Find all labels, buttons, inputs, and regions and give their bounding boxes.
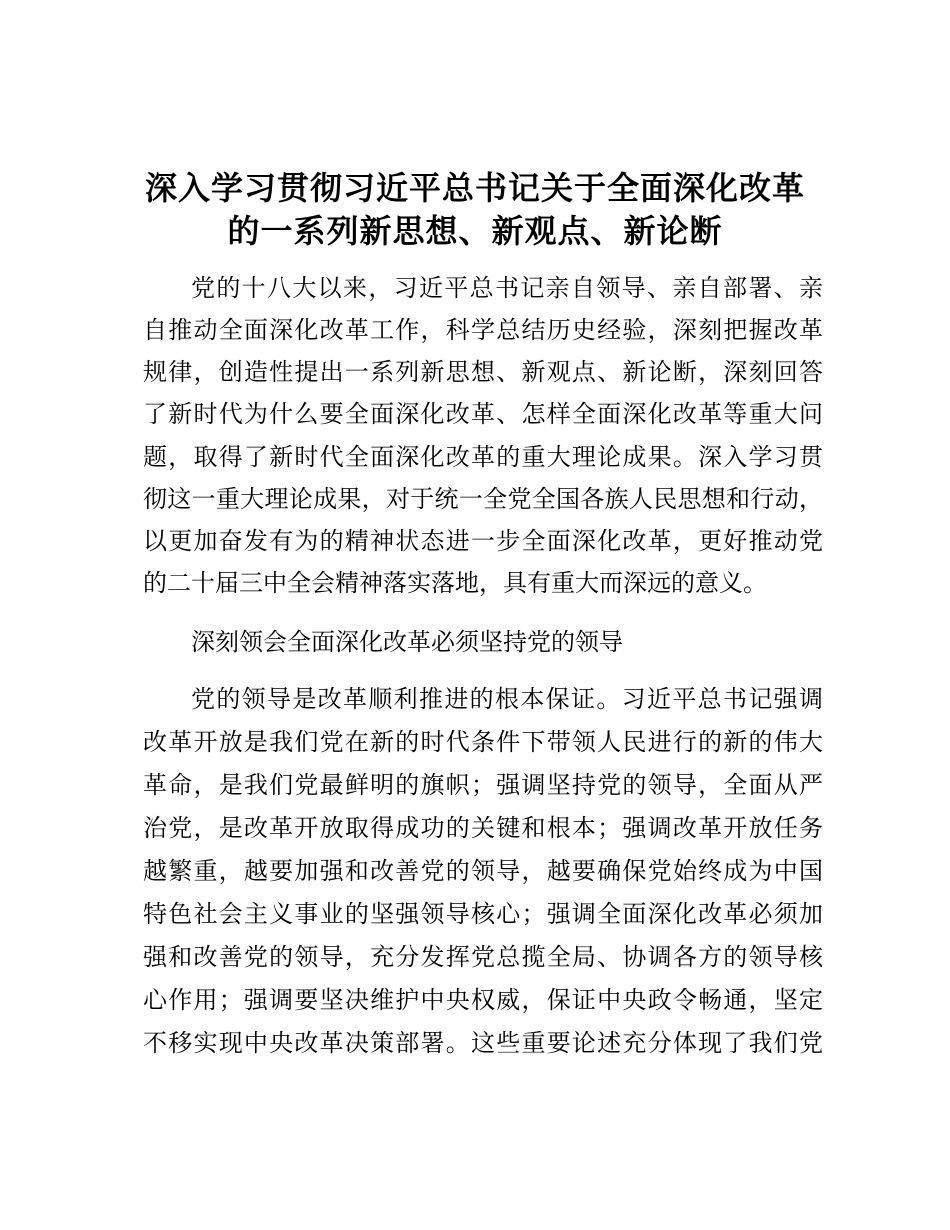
paragraph-1-line: 题，取得了新时代全面深化改革的重大理论成果。深入学习贯 (143, 443, 823, 471)
paragraph-2-line: 特色社会主义事业的坚强领导核心；强调全面深化改革必须加 (143, 900, 823, 928)
paragraph-2-line: 党的领导是改革顺利推进的根本保证。习近平总书记强调 (191, 685, 823, 713)
paragraph-2-line: 改革开放是我们党在新的时代条件下带领人民进行的新的伟大 (143, 728, 823, 756)
paragraph-2-line: 心作用；强调要坚决维护中央权威，保证中央政令畅通，坚定 (143, 986, 823, 1014)
paragraph-1-line: 的二十届三中全会精神落实落地，具有重大而深远的意义。 (143, 569, 767, 597)
paragraph-1-line: 了新时代为什么要全面深化改革、怎样全面深化改革等重大问 (143, 400, 823, 428)
paragraph-2-line: 不移实现中央改革决策部署。这些重要论述充分体现了我们党 (143, 1029, 823, 1057)
paragraph-2-line: 强和改善党的领导，充分发挥党总揽全局、协调各方的领导核 (143, 943, 823, 971)
document-title-line-2: 的一系列新思想、新观点、新论断 (227, 212, 723, 250)
paragraph-1-line: 规律，创造性提出一系列新思想、新观点、新论断，深刻回答 (143, 358, 823, 386)
document-title-line-1: 深入学习贯彻习近平总书记关于全面深化改革 (144, 169, 805, 207)
paragraph-1-line: 以更加奋发有为的精神状态进一步全面深化改革，更好推动党 (143, 527, 823, 555)
paragraph-2-line: 越繁重，越要加强和改善党的领导，越要确保党始终成为中国 (143, 857, 823, 885)
paragraph-2-line: 治党，是改革开放取得成功的关键和根本；强调改革开放任务 (143, 814, 823, 842)
section-heading: 深刻领会全面深化改革必须坚持党的领导 (191, 628, 623, 656)
paragraph-1-line: 自推动全面深化改革工作，科学总结历史经验，深刻把握改革 (143, 316, 823, 344)
paragraph-1-line: 党的十八大以来，习近平总书记亲自领导、亲自部署、亲 (191, 274, 823, 302)
paragraph-1-line: 彻这一重大理论成果，对于统一全党全国各族人民思想和行动， (143, 485, 823, 513)
paragraph-2-line: 革命，是我们党最鲜明的旗帜；强调坚持党的领导，全面从严 (143, 771, 823, 799)
